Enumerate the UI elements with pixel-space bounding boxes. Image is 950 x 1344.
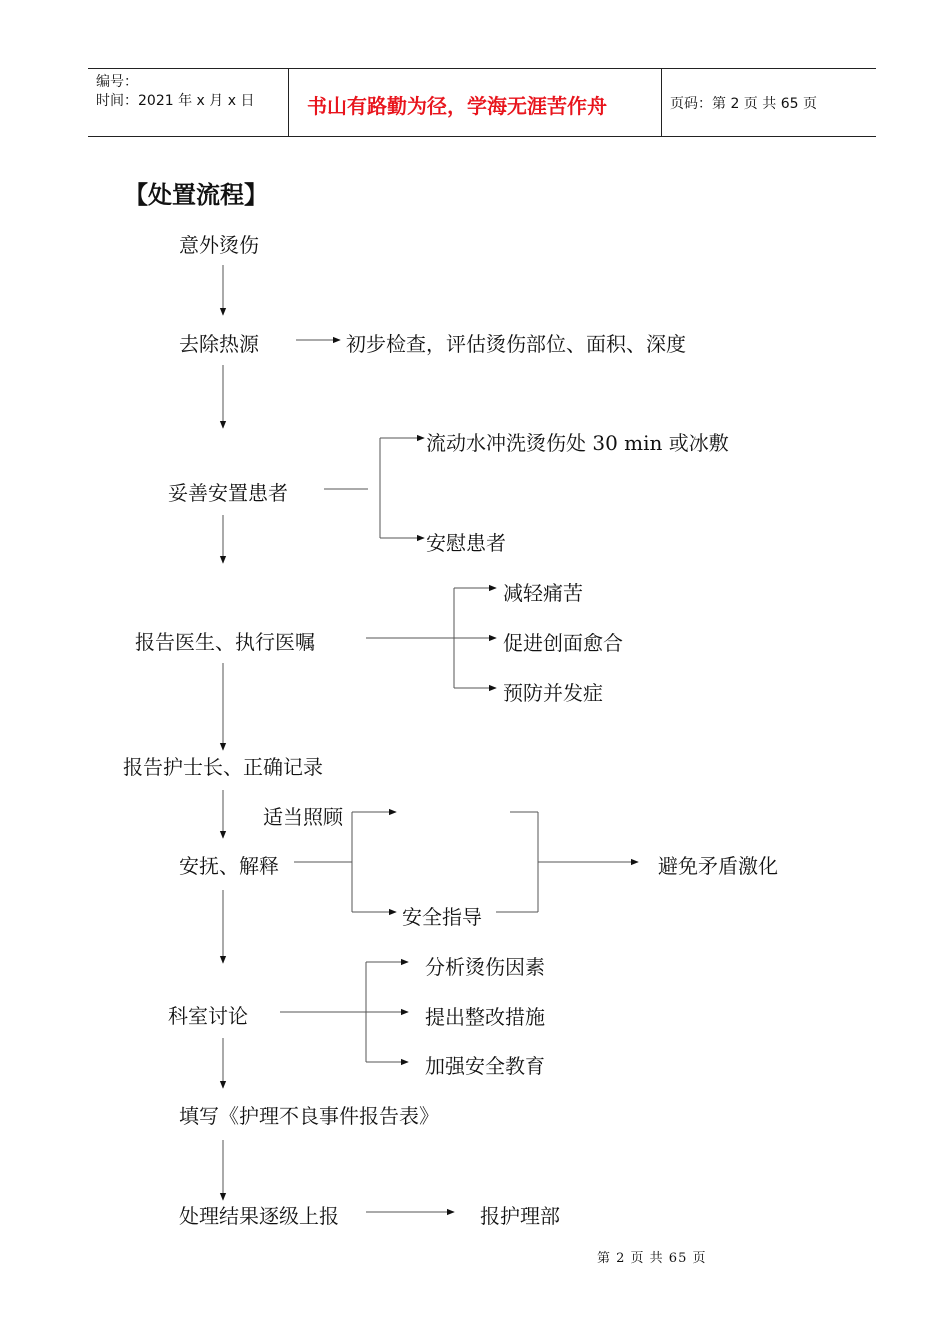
flow-step-report-head-nurse: 报告护士长、正确记录 [123,755,323,779]
flow-branch-improve: 提出整改措施 [425,1005,545,1029]
flow-result-avoid-conflict: 避免矛盾激化 [658,854,778,878]
flow-branch-comfort: 安慰患者 [426,531,506,555]
flow-step-reassure: 安抚、解释 [179,854,279,878]
flow-step-report-doctor: 报告医生、执行医嘱 [135,630,315,654]
flow-branch-relieve-pain: 减轻痛苦 [503,581,583,605]
section-title: 【处置流程】 [124,181,268,209]
flow-step-fill-form: 填写《护理不良事件报告表》 [179,1104,439,1128]
flow-branch-analyze: 分析烫伤因素 [425,955,545,979]
header-page-label: 页码：第 2 页 共 65 页 [670,96,817,112]
flow-target-nursing-dept: 报护理部 [480,1204,560,1228]
flow-branch-care: 适当照顾 [263,805,343,829]
header-motto: 书山有路勤为径，学海无涯苦作舟 [307,94,607,118]
header-number-label: 编号： [96,74,138,90]
flow-branch-rinse: 流动水冲洗烫伤处 30 min 或冰敷 [426,431,729,455]
flow-step-remove-heat: 去除热源 [179,332,259,356]
flow-step-report-result: 处理结果逐级上报 [179,1204,339,1228]
flow-step-department-discussion: 科室讨论 [168,1004,248,1028]
flow-branch-initial-check: 初步检查，评估烫伤部位、面积、深度 [346,332,686,356]
page-footer: 第 2 页 共 65 页 [597,1251,707,1266]
flow-branch-safety-guidance: 安全指导 [402,905,482,929]
flow-step-settle-patient: 妥善安置患者 [168,481,288,505]
flow-branch-promote-healing: 促进创面愈合 [503,631,623,655]
flow-step-accident: 意外烫伤 [179,233,259,257]
flow-branch-education: 加强安全教育 [425,1054,545,1078]
header-time-label: 时间：2021 年 x 月 x 日 [96,93,255,109]
flow-branch-prevent-complication: 预防并发症 [503,681,603,705]
